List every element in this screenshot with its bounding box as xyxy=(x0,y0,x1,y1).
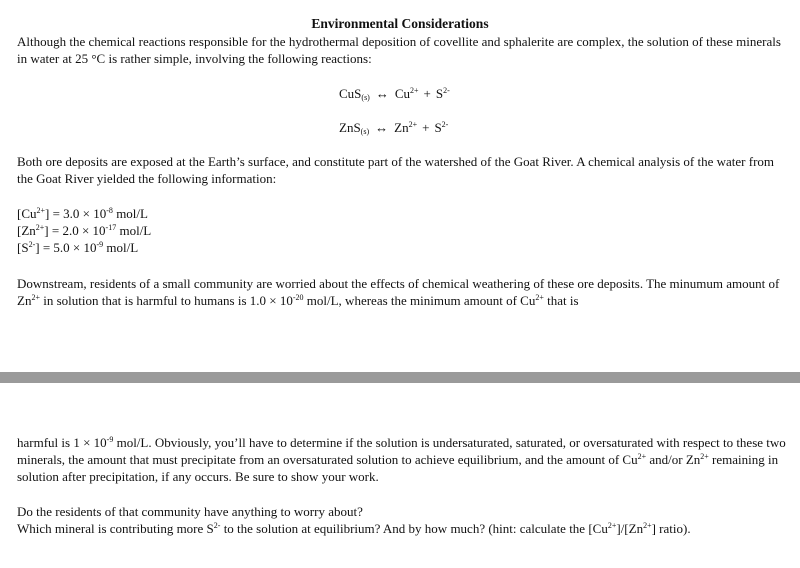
ion-unit: mol/L xyxy=(116,223,152,238)
ion-value: ] = 2.0 × 10 xyxy=(44,223,106,238)
cu-charge: 2+ xyxy=(535,293,544,302)
ion-label: [S xyxy=(17,240,29,255)
ion-charge: 2+ xyxy=(36,206,46,215)
reaction-zns xyxy=(339,119,448,136)
ion-charge: 2+ xyxy=(35,223,45,232)
plus-sign: + xyxy=(423,86,431,101)
equilibrium-arrow: ↔ xyxy=(375,120,389,135)
reactant: CuS xyxy=(339,86,362,101)
exposure-paragraph: Both ore deposits are exposed at the Earth’s surface, and constitute part of the watershed of the Goat River. A chemical analysis of the water from the Goat River yielded the following information: xyxy=(17,154,775,186)
question-2 xyxy=(17,520,787,537)
cu-charge: 2+ xyxy=(607,521,617,530)
ion-value: ] = 5.0 × 10 xyxy=(35,240,97,255)
continuation-paragraph xyxy=(17,434,787,485)
cation-charge: 2+ xyxy=(408,120,418,129)
text-run: in solution that is harmful to humans is 1.0 × 10 xyxy=(39,293,293,308)
concentration-zn xyxy=(17,222,151,239)
zn-charge: 2+ xyxy=(31,293,40,302)
ion-exponent: -8 xyxy=(106,206,113,215)
plus-sign: + xyxy=(422,120,430,135)
cation: Cu xyxy=(394,86,411,101)
text-run: ] ratio). xyxy=(651,521,691,536)
text-run: and/or Zn xyxy=(646,452,701,467)
text-run: harmful is 1 × 10 xyxy=(17,435,107,450)
anion: S xyxy=(435,86,444,101)
reactant: ZnS xyxy=(339,120,361,135)
cation-charge: 2+ xyxy=(410,86,419,95)
question-1: Do the residents of that community have anything to worry about? xyxy=(17,504,363,519)
concentration-cu xyxy=(17,205,148,222)
zn-charge: 2+ xyxy=(643,521,652,530)
document-title: Environmental Considerations xyxy=(311,16,489,31)
ion-charge: 2- xyxy=(28,240,36,249)
equilibrium-arrow: ↔ xyxy=(375,86,389,101)
ion-exponent: -17 xyxy=(105,223,117,232)
anion-charge: 2- xyxy=(443,86,450,95)
text-run: mol/L, whereas the minimum amount of Cu xyxy=(303,293,536,308)
concentration-s xyxy=(17,239,138,256)
text-run: to the solution at equilibrium? And by how much? (hint: calculate the [Cu xyxy=(220,521,608,536)
document-page-2 xyxy=(0,383,800,568)
ion-exponent: -9 xyxy=(96,240,104,249)
text-run: that is xyxy=(543,293,579,308)
zn-charge: 2+ xyxy=(700,452,709,461)
intro-paragraph: Although the chemical reactions responsible for the hydrothermal deposition of covellite and sphalerite are complex, the solution of these minerals in water at 25 °C is rather simple, involving the following reactions: xyxy=(17,34,781,66)
text-run: ]/[Zn xyxy=(616,521,644,536)
ion-label: [Zn xyxy=(17,223,36,238)
ion-unit: mol/L xyxy=(112,206,148,221)
exponent: -9 xyxy=(106,435,114,444)
cu-charge: 2+ xyxy=(637,452,647,461)
s-charge: 2- xyxy=(213,521,221,530)
reaction-cus xyxy=(339,85,450,102)
cation: Zn xyxy=(394,120,409,135)
text-run: Which mineral is contributing more S xyxy=(17,521,214,536)
text-run: remaining in solution after precipitation, if any occurs. Be sure to show your work. xyxy=(17,452,779,484)
text-run: Downstream, residents of a small community are worried about the effects of chemical weathering of these ore deposits. The minumum amount of Zn xyxy=(17,276,780,308)
ion-label: [Cu xyxy=(17,206,37,221)
text-run: mol/L. Obviously, you’ll have to determine if the solution is undersaturated, saturated, or oversaturated with respect to these two minerals, the amount that must precipitate from an oversaturated solution to achieve equilibrium, and the amount of Cu xyxy=(17,435,786,467)
anion: S xyxy=(434,120,442,135)
phase: (s) xyxy=(360,127,370,136)
page-break-divider xyxy=(0,372,800,383)
exponent: -20 xyxy=(292,293,304,302)
anion-charge: 2- xyxy=(441,120,449,129)
downstream-paragraph xyxy=(17,275,787,309)
phase: (s) xyxy=(361,93,370,102)
ion-value: ] = 3.0 × 10 xyxy=(45,206,107,221)
ion-unit: mol/L xyxy=(103,240,139,255)
